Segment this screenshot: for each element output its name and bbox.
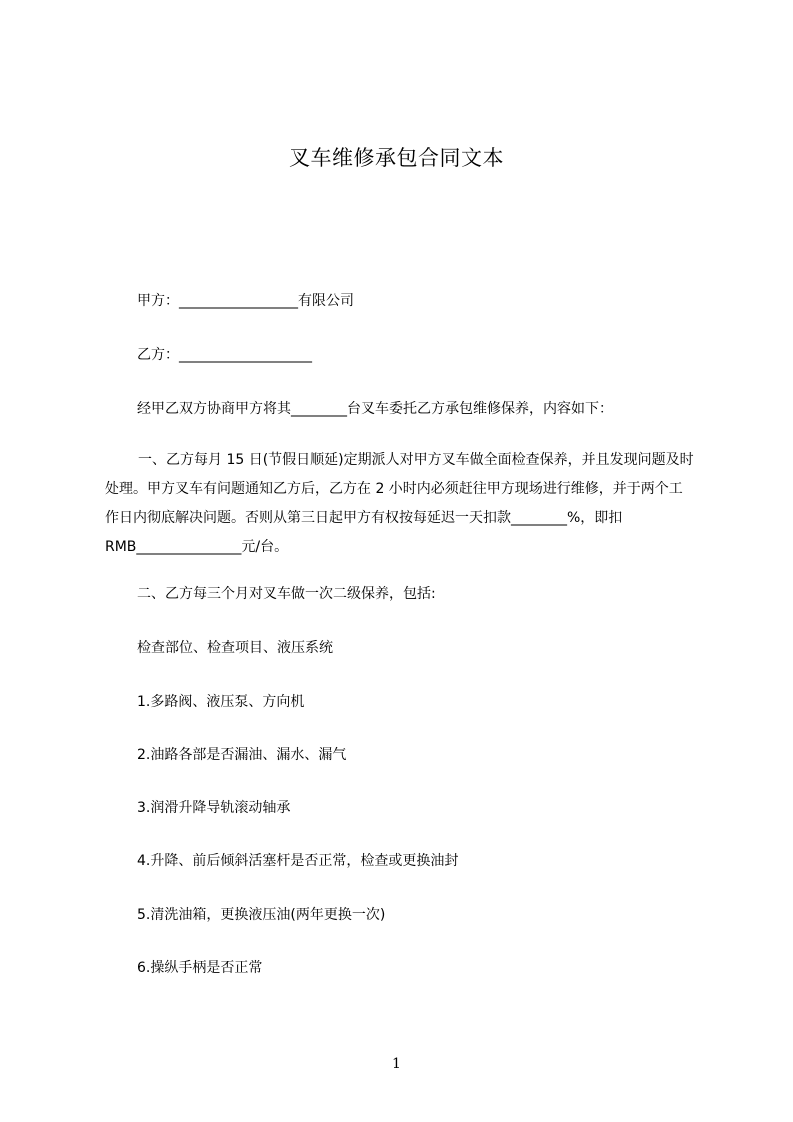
page-number: 1 bbox=[392, 1056, 401, 1072]
list-item: 1.多路阀、液压泵、方向机 bbox=[137, 694, 305, 710]
list-item: 6.操纵手柄是否正常 bbox=[137, 960, 263, 976]
clause-2-paragraph: 二、乙方每三个月对叉车做一次二级保养，包括: bbox=[137, 586, 436, 602]
list-item: 2.油路各部是否漏油、漏水、漏气 bbox=[137, 747, 347, 763]
party-b-line: 乙方：___________________ bbox=[137, 347, 312, 363]
document-title: 叉车维修承包合同文本 bbox=[289, 146, 504, 170]
check-header: 检查部位、检查项目、液压系统 bbox=[137, 640, 333, 656]
list-item: 4.升降、前后倾斜活塞杆是否正常，检查或更换油封 bbox=[137, 853, 459, 869]
list-item: 5.清洗油箱，更换液压油(两年更换一次) bbox=[137, 907, 386, 923]
list-item: 3.润滑升降导轨滚动轴承 bbox=[137, 800, 291, 816]
clause-1-paragraph: 一、乙方每月 15 日(节假日顺延)定期派人对甲方叉车做全面检查保养，并且发现问题及时处理。甲方叉车有问题通知乙方后，乙方在 2 小时内必须赶往甲方现场进行维修，并于两个工作日内彻底解决问题。否则从第三日起甲方有权按每延迟一天扣款________%，即扣 RMB_______________元/台。 bbox=[105, 452, 694, 555]
intro-paragraph: 经甲乙双方协商甲方将其________台叉车委托乙方承包维修保养，内容如下： bbox=[137, 401, 613, 417]
party-a-line: 甲方：_________________有限公司 bbox=[137, 293, 354, 309]
